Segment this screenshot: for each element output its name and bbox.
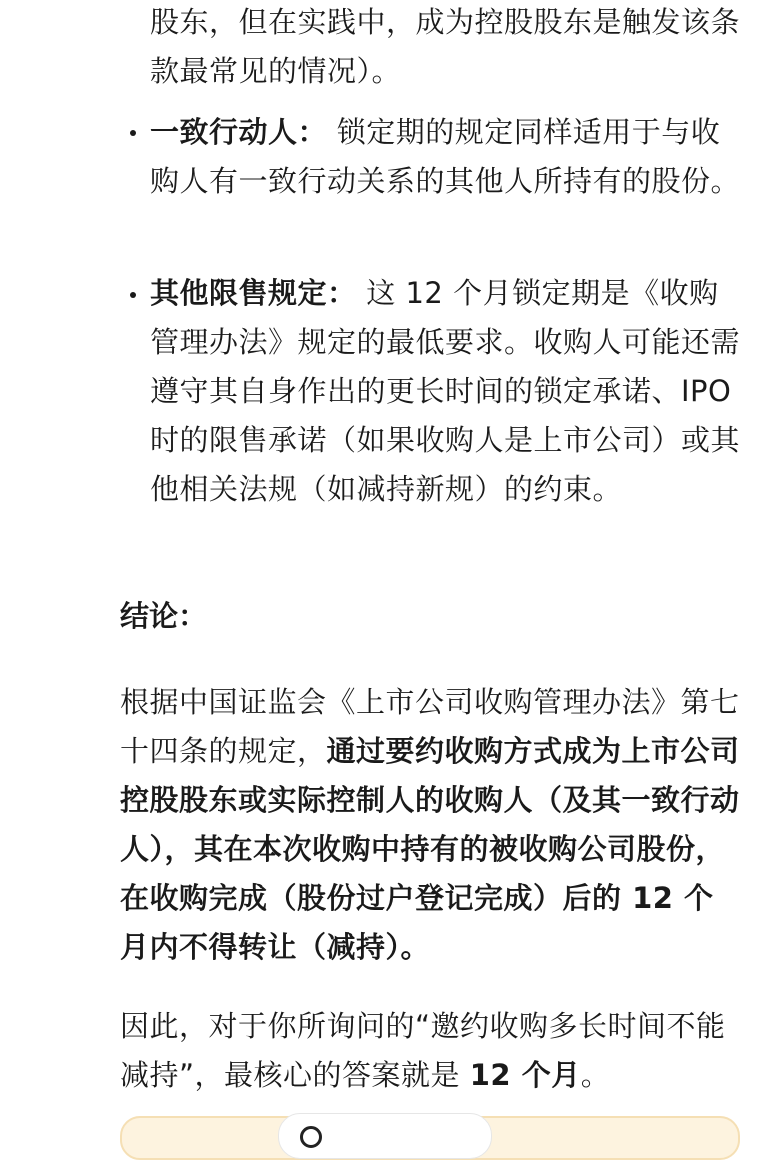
- bullet-label: 其他限售规定：: [150, 276, 357, 310]
- conclusion-plain-text: 根据中国证监会《上市公司收购管理办法》第七十四条的规定，: [120, 685, 740, 768]
- bullet-body: 锁定期的规定同样适用于与收购人有一致行动关系的其他人所持有的股份。: [150, 115, 741, 198]
- bullet-item-concert-parties: [150, 108, 740, 206]
- bullet-continuation: [150, 0, 740, 96]
- bullet-dot: [130, 292, 136, 298]
- conclusion-heading: 结论：: [120, 599, 208, 633]
- summary-bold-text: 12 个月: [469, 1058, 581, 1092]
- bullet-label: 一致行动人：: [150, 115, 328, 149]
- bullet-body: 这 12 个月锁定期是《收购管理办法》规定的最低要求。收购人可能还需遵守其自身作出的更长时间的锁定承诺、IPO 时的限售承诺（如果收购人是上市公司）或其他相关法规（如减持新规）的约束。: [150, 276, 741, 506]
- summary-paragraph: [120, 1002, 740, 1100]
- conclusion-paragraph: [120, 678, 740, 972]
- conclusion-bold-text: 通过要约收购方式成为上市公司控股股东或实际控制人的收购人（及其一致行动人），其在本次收购中持有的被收购公司股份，在收购完成（股份过户登记完成）后的 12 个月内不得转让（减持）。: [120, 734, 740, 964]
- summary-end-text: 。: [580, 1058, 611, 1092]
- bullet-item-other-restrictions: [150, 269, 740, 514]
- summary-plain-text: 因此，对于你所询问的“邀约收购多长时间不能减持”，最核心的答案就是: [120, 1009, 726, 1092]
- bullet-continuation-text: 股东，但在实践中，成为控股股东是触发该条款最常见的情况）。: [150, 5, 741, 88]
- circle-icon: [300, 1126, 322, 1148]
- bullet-dot: [130, 130, 136, 136]
